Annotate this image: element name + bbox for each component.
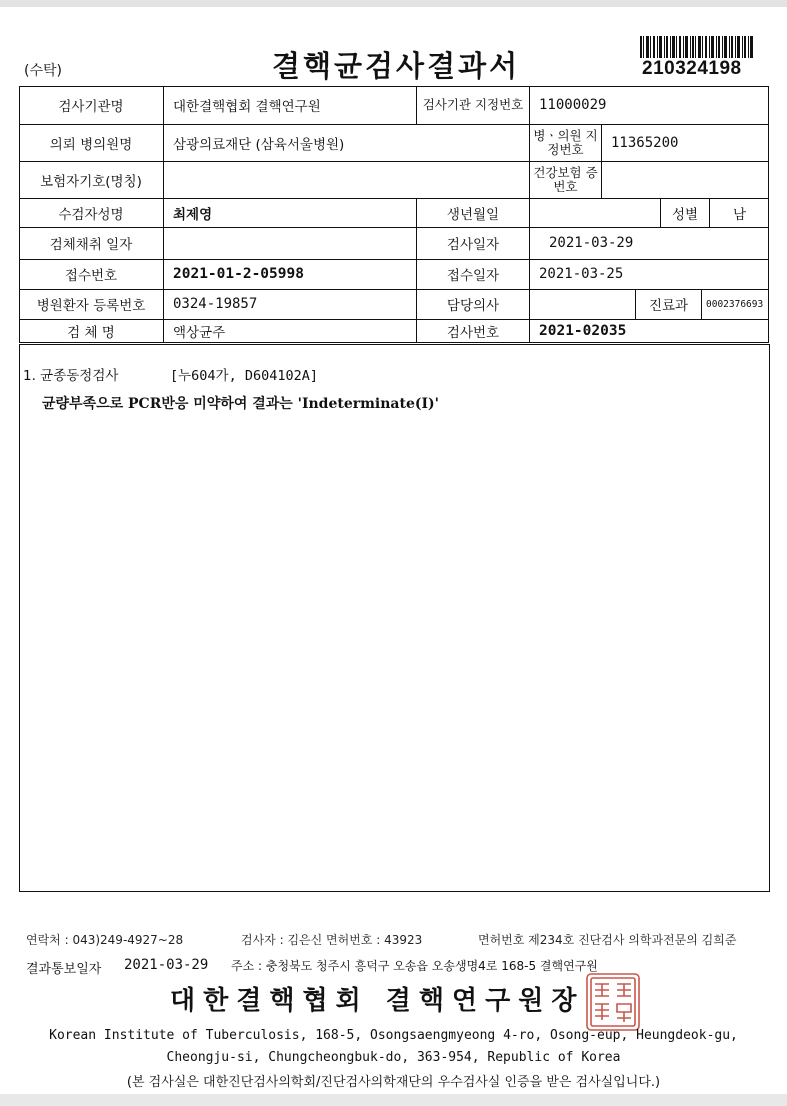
doctor-license: 면허번호 제234호 진단검사 의학과전문의 김희준 [478,933,737,947]
row-divider [19,227,769,228]
test-name: 1. 균종동정검사 [23,368,119,384]
test-code: [누604가, D604102A] [170,368,318,384]
form-value [164,227,417,259]
report-date-label: 결과통보일자 [26,962,102,977]
result-text: 균량부족으로 PCR반응 미약하여 결과는 'Indeterminate(I)' [42,396,439,412]
form-value: 0002376693 [706,298,764,310]
form-value [602,161,769,198]
barcode-number: 210324198 [642,58,742,79]
report-date: 2021-03-29 [124,957,209,973]
form-label: 생년월일 [417,198,530,227]
form-value: 2021-02035 [539,323,627,339]
form-row-patient [19,198,769,227]
row-divider [19,124,769,125]
english-address-line1: Korean Institute of Tuberculosis, 168-5, Osongsaengmyeong 4-ro, Osong-eup, Heungdeok-gu, [49,1028,738,1043]
document-title: 결핵균검사결과서 [272,49,521,83]
certification-note: (본 검사실은 대한진단검사의학회/진단검사의학재단의 우수검사실 인증을 받은 검사실입니다.) [126,1075,661,1090]
form-label: 검체채취 일자 [19,227,164,259]
address: 주소 : 충청북도 청주시 흥덕구 오송읍 오송생명4로 168-5 결핵연구원 [231,959,598,973]
form-value: 삼광의료재단 (삼육서울병원) [164,124,530,161]
form-label: 검사기관명 [19,86,164,124]
form-value: 2021-03-25 [539,266,624,282]
form-value: 액상균주 [164,319,417,343]
form-label: 검사기관 지정번호 [417,86,530,124]
contact-info: 연락처 : 043)249-4927~28 [26,933,184,947]
form-label: 담당의사 [417,289,530,319]
row-divider [19,259,769,260]
form-row-specimen [19,319,769,343]
official-seal-icon [585,972,641,1032]
form-row-hospital [19,124,769,161]
window-top-edge [0,0,787,7]
form-label: 건강보험 증번호 [530,161,602,198]
form-label: 수검자성명 [19,198,164,227]
form-label: 보험자기호(명칭) [19,161,164,198]
row-divider [19,161,769,162]
form-label: 의뢰 병의원명 [19,124,164,161]
row-divider [19,289,769,290]
row-divider [19,198,769,199]
english-address-line2: Cheongju-si, Chungcheongbuk-do, 363-954, Republic of Korea [166,1050,621,1065]
result-box [19,344,770,892]
form-row-collection [19,227,769,259]
form-row-registration [19,289,769,319]
form-label: 병ㆍ의원 지정번호 [530,124,602,161]
receive-label: (수탁) [24,63,62,79]
form-value: 대한결핵협회 결핵연구원 [164,86,417,124]
form-label: 접수번호 [19,259,164,289]
form-value [530,198,661,227]
form-label: 진료과 [636,289,702,319]
form-value: 최제영 [164,198,417,227]
barcode-image [640,36,754,58]
form-row-insurance [19,161,769,198]
form-label: 검사번호 [417,319,530,343]
form-value [530,289,636,319]
form-label: 접수일자 [417,259,530,289]
tester-info: 검사자 : 김은신 면허번호 : 43923 [241,933,423,947]
form-value: 2021-03-29 [549,235,634,251]
form-label: 병원환자 등록번호 [19,289,164,319]
form-label: 검 체 명 [19,319,164,343]
form-value [164,161,530,198]
form-label: 성별 [661,198,710,227]
window-bottom-edge [0,1094,787,1106]
form-row-institution [19,86,769,124]
organization-name: 대한결핵협회 결핵연구원장 [170,986,585,1016]
form-label: 검사일자 [417,227,530,259]
form-value: 남 [732,206,747,223]
form-value: 11000029 [539,97,607,113]
form-row-receipt [19,259,769,289]
form-value: 0324-19857 [164,289,417,319]
form-value: 2021-01-2-05998 [164,259,417,289]
row-divider [19,319,769,320]
form-value: 11365200 [611,134,679,151]
